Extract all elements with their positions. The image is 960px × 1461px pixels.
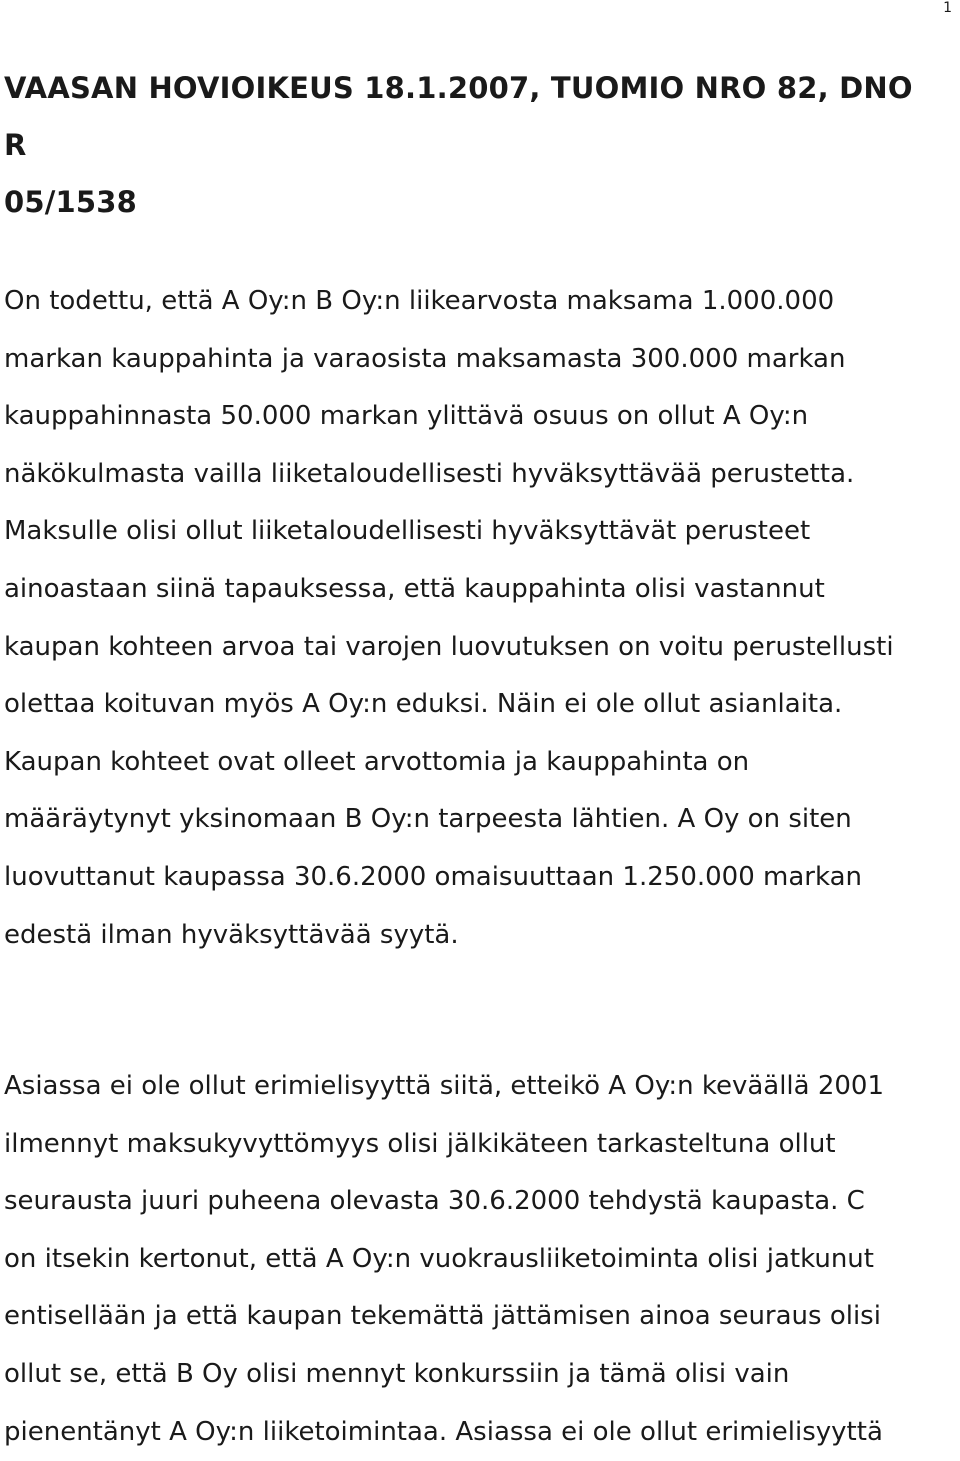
paragraph: Asiassa ei ole ollut erimielisyyttä siitä, etteikö A Oy:n keväällä 2001 ilmennyt maksukyvyttömyys olisi jälkikäteen tarkasteltuna ollut seurausta juuri puheena olevasta 30.6.2000 tehdystä kaupasta. C on itsekin kertonut, että A Oy:n vuokrausliiketoiminta olisi jatkunut entisellään ja että kaupan tekemättä jättämisen ainoa seuraus olisi ollut se, että B Oy olisi mennyt konkurssiin ja tämä olisi vain pienentänyt A Oy:n liiketoimintaa. Asiassa ei ole ollut erimielisyyttä: [4, 1071, 885, 1447]
document-title: VAASAN HOVIOIKEUS 18.1.2007, TUOMIO NRO 82, DNO R 05/1538: [4, 71, 913, 219]
paragraph: On todettu, että A Oy:n B Oy:n liikearvosta maksama 1.000.000 markan kauppahinta ja varaosista maksamasta 300.000 markan kauppahinnasta 50.000 markan ylittävä osuus on ollut A Oy:n näkökulmasta vailla liiketaloudellisesti hyväksyttävää perustetta. Maksulle olisi ollut liiketaloudellisesti hyväksyttävät perusteet ainoastaan siinä tapauksessa, että kauppahinta olisi vastannut kaupan kohteen arvoa tai varojen luovutuksen on voitu perustellusti olettaa koituvan myös A Oy:n eduksi. Näin ei ole ollut asianlaita. Kaupan kohteet ovat olleet arvottomia ja kauppahinta on määräytynyt yksinomaan B Oy:n tarpeesta lähtien. A Oy on siten luovuttanut kaupassa 30.6.2000 omaisuuttaan 1.250.000 markan edestä ilman hyväksyttävää syytä.: [4, 286, 894, 950]
page-number: 1: [943, 0, 952, 16]
